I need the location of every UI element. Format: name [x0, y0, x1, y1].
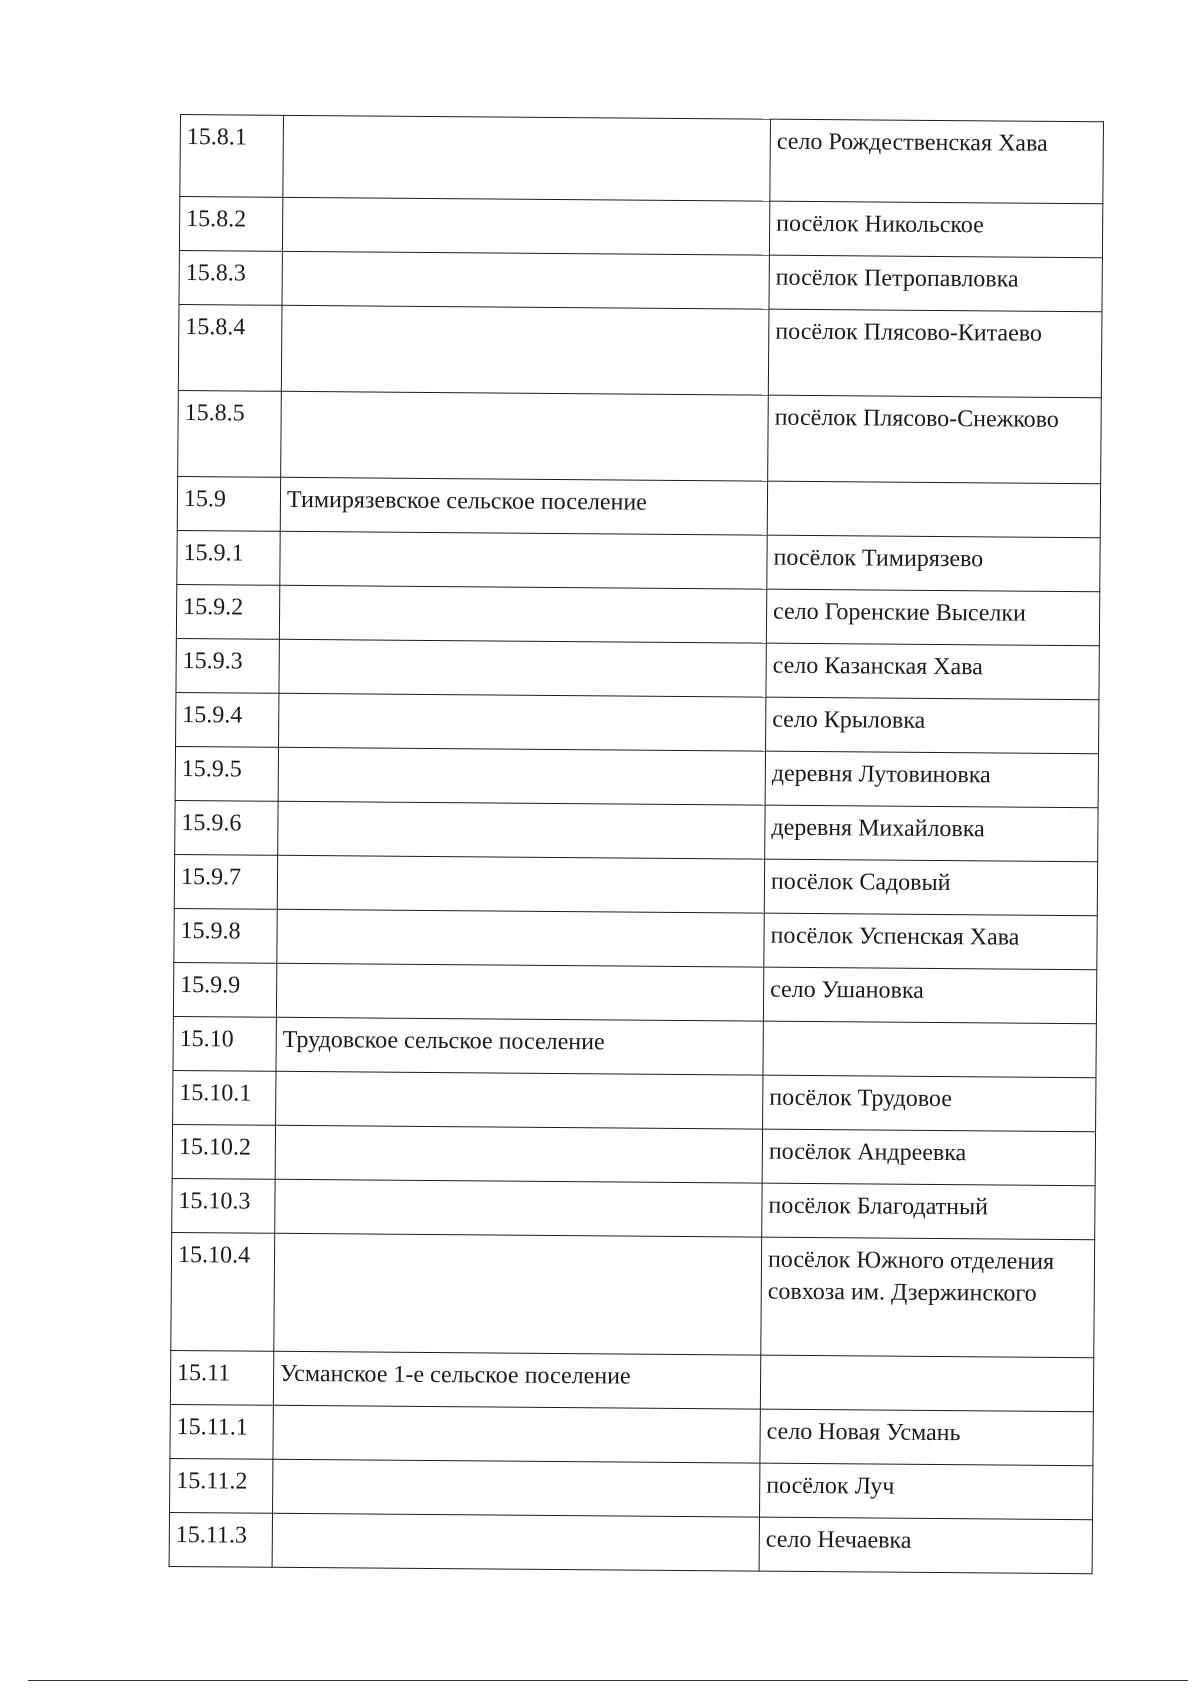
settlement-name-cell: [276, 1071, 763, 1129]
settlement-name-cell: [272, 1513, 759, 1571]
settlements-table: [169, 114, 1104, 1574]
settlement-name-cell: [279, 585, 766, 643]
table-row: [176, 692, 1099, 753]
settlement-name-cell: Трудовское сельское поселение: [276, 1017, 763, 1075]
row-code-cell: 15.10.1: [173, 1070, 276, 1125]
locality-cell: село Нечаевка: [759, 1517, 1092, 1574]
settlement-name-cell: [279, 693, 766, 751]
table-row: [174, 908, 1097, 969]
table-row: [180, 115, 1104, 204]
locality-cell: посёлок Луч: [759, 1463, 1092, 1520]
row-code-cell: 15.9.3: [176, 638, 279, 693]
table-row: [179, 250, 1102, 311]
table-row: [174, 854, 1097, 915]
row-code-cell: 15.9.6: [175, 800, 278, 855]
locality-cell: село Новая Усмань: [760, 1409, 1093, 1466]
table-row: [170, 1404, 1093, 1465]
table-row: [178, 390, 1102, 483]
table-row: [170, 1350, 1093, 1411]
locality-cell: село Ушановка: [763, 967, 1096, 1024]
page-bottom-rule: [28, 1680, 1188, 1681]
row-code-cell: 15.8.1: [180, 115, 284, 198]
row-code-cell: 15.8.3: [179, 250, 282, 305]
settlement-name-cell: [279, 639, 766, 697]
settlement-name-cell: Усманское 1-е сельское поселение: [273, 1351, 760, 1409]
locality-cell: деревня Михайловка: [765, 805, 1098, 862]
settlement-name-cell: [282, 251, 769, 309]
table-row: [175, 800, 1098, 861]
locality-cell: посёлок Никольское: [769, 201, 1102, 258]
locality-cell: посёлок Петропавловка: [769, 255, 1102, 312]
row-code-cell: 15.11: [170, 1350, 273, 1405]
row-code-cell: 15.8.4: [178, 304, 282, 391]
row-code-cell: 15.9.8: [174, 908, 277, 963]
row-code-cell: 15.9: [177, 476, 280, 531]
locality-cell: посёлок Трудовое: [763, 1075, 1096, 1132]
locality-cell: посёлок Благодатный: [762, 1183, 1095, 1240]
locality-cell: посёлок Плясово-Снежково: [768, 395, 1102, 484]
table-row: [173, 1070, 1096, 1131]
row-code-cell: 15.10.2: [172, 1124, 275, 1179]
row-code-cell: 15.9.9: [173, 962, 276, 1017]
settlement-name-cell: [280, 531, 767, 589]
row-code-cell: 15.9.7: [174, 854, 277, 909]
settlement-name-cell: Тимирязевское сельское поселение: [280, 477, 767, 535]
table-row: [176, 584, 1099, 645]
row-code-cell: 15.9.5: [175, 746, 278, 801]
settlement-name-cell: [275, 1125, 762, 1183]
settlement-name-cell: [273, 1459, 760, 1517]
table-row: [175, 746, 1098, 807]
row-code-cell: 15.8.5: [178, 390, 282, 477]
locality-cell: посёлок Успенская Хава: [764, 913, 1097, 970]
row-code-cell: 15.10.4: [171, 1232, 275, 1351]
locality-cell: посёлок Андреевка: [762, 1129, 1095, 1186]
settlement-name-cell: [278, 801, 765, 859]
settlement-name-cell: [281, 391, 769, 481]
table-row: [172, 1178, 1095, 1239]
settlement-name-cell: [273, 1405, 760, 1463]
row-code-cell: 15.11.1: [170, 1404, 273, 1459]
table-row: [173, 1016, 1096, 1077]
row-code-cell: 15.8.2: [179, 197, 282, 252]
settlement-name-cell: [276, 963, 763, 1021]
settlement-name-cell: [275, 1179, 762, 1237]
locality-cell: [767, 481, 1100, 538]
table-row: [173, 962, 1096, 1023]
settlement-name-cell: [278, 747, 765, 805]
locality-cell: посёлок Плясово-Китаево: [768, 309, 1102, 398]
locality-cell: село Казанская Хава: [766, 643, 1099, 700]
table-row: [177, 530, 1100, 591]
settlement-name-cell: [274, 1233, 762, 1355]
locality-cell: посёлок Садовый: [764, 859, 1097, 916]
row-code-cell: 15.9.1: [177, 530, 280, 585]
settlement-name-cell: [277, 909, 764, 967]
row-code-cell: 15.10: [173, 1016, 276, 1071]
table-row: [178, 304, 1102, 397]
row-code-cell: 15.10.3: [172, 1178, 275, 1233]
locality-cell: посёлок Тимирязево: [767, 535, 1100, 592]
row-code-cell: 15.9.4: [176, 692, 279, 747]
row-code-cell: 15.9.2: [176, 584, 279, 639]
locality-cell: [760, 1355, 1093, 1412]
settlement-name-cell: [281, 305, 769, 395]
table-row: [169, 1512, 1092, 1573]
settlement-name-cell: [283, 115, 771, 201]
table-row: [172, 1124, 1095, 1185]
row-code-cell: 15.11.3: [169, 1512, 272, 1567]
settlement-name-cell: [277, 855, 764, 913]
settlement-name-cell: [282, 197, 769, 255]
table-row: [177, 476, 1100, 537]
table-row: [171, 1232, 1095, 1357]
locality-cell: [763, 1021, 1096, 1078]
table-row: [170, 1458, 1093, 1519]
locality-cell: деревня Лутовиновка: [765, 751, 1098, 808]
locality-cell: посёлок Южного отделения совхоза им. Дзержинского: [761, 1237, 1095, 1358]
row-code-cell: 15.11.2: [170, 1458, 273, 1513]
table-row: [176, 638, 1099, 699]
table-row: [179, 197, 1102, 258]
locality-cell: село Рождественская Хава: [770, 119, 1104, 204]
table-body: [169, 115, 1103, 1574]
locality-cell: село Горенские Выселки: [766, 589, 1099, 646]
locality-cell: село Крыловка: [766, 697, 1099, 754]
